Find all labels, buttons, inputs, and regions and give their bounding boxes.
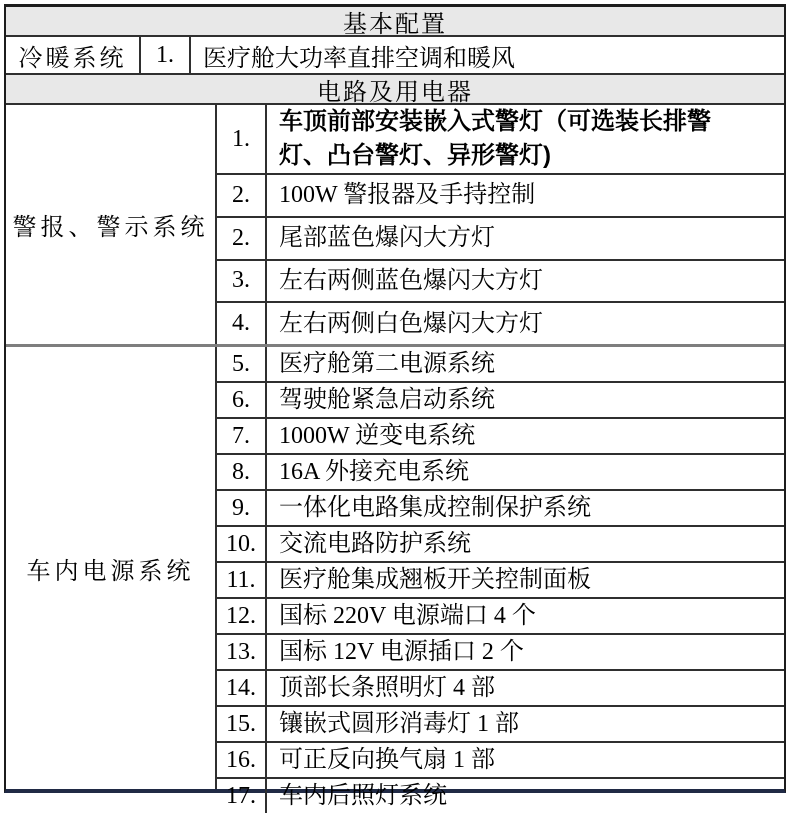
cell-item-description: 国标 220V 电源端口 4 个 — [279, 603, 536, 629]
table-header-electrical — [6, 75, 784, 105]
config-row — [217, 707, 784, 743]
section-interior-power — [6, 347, 784, 809]
cell-item-number: 8. — [217, 455, 267, 489]
table-header-basic-config — [6, 7, 784, 37]
section-alarm-warning — [6, 105, 784, 347]
config-row — [217, 218, 784, 261]
config-row — [217, 671, 784, 707]
config-row — [217, 105, 784, 175]
cell-item-number: 13. — [217, 635, 267, 669]
config-row — [217, 175, 784, 218]
config-row — [217, 303, 784, 344]
cell-item-description: 车顶前部安装嵌入式警灯（可选装长排警灯、凸台警灯、异形警灯) — [279, 108, 711, 169]
cell-item-description: 镶嵌式圆形消毒灯 1 部 — [279, 711, 519, 737]
cell-item-number: 2. — [217, 218, 267, 259]
power-rows — [217, 347, 784, 809]
config-row — [217, 347, 784, 383]
config-row — [217, 491, 784, 527]
section-label-alarm: 警报、警示系统 — [6, 105, 217, 344]
cell-item-number: 7. — [217, 419, 267, 453]
cell-item-description: 100W 警报器及手持控制 — [279, 182, 536, 209]
config-row — [217, 599, 784, 635]
cell-item-description: 可正反向换气扇 1 部 — [279, 747, 495, 773]
cell-item-description: 顶部长条照明灯 4 部 — [279, 675, 495, 701]
cell-item-number: 2. — [217, 175, 267, 216]
alarm-rows — [217, 105, 784, 344]
cell-item-description: 车内后照灯系统 — [279, 783, 447, 809]
cell-item-description: 左右两侧蓝色爆闪大方灯 — [279, 267, 543, 294]
cell-item-number: 4. — [217, 303, 267, 344]
cell-item-description: 16A 外接充电系统 — [279, 459, 470, 485]
cell-item-number: 15. — [217, 707, 267, 741]
cell-system-name: 冷暖系统 — [6, 37, 141, 73]
cell-item-description: 交流电路防护系统 — [279, 531, 471, 557]
cell-item-number: 17. — [217, 779, 267, 813]
cell-item-description: 1000W 逆变电系统 — [279, 423, 476, 449]
cell-item-number: 11. — [217, 563, 267, 597]
cell-item-number: 10. — [217, 527, 267, 561]
cell-item-description: 医疗舱第二电源系统 — [279, 351, 495, 377]
cell-item-number: 6. — [217, 383, 267, 417]
config-row — [217, 419, 784, 455]
config-table — [4, 4, 786, 809]
config-row — [217, 743, 784, 779]
header-electrical-label: 电路及用电器 — [317, 79, 473, 106]
cell-item-description: 医疗舱集成翘板开关控制面板 — [279, 567, 591, 593]
config-row — [217, 779, 784, 813]
cell-item-number: 14. — [217, 671, 267, 705]
config-row — [217, 527, 784, 563]
cell-item-number: 5. — [217, 347, 267, 381]
cell-item-description: 驾驶舱紧急启动系统 — [279, 387, 495, 413]
config-row — [217, 455, 784, 491]
config-row — [217, 261, 784, 304]
row-cooling-system — [6, 37, 784, 75]
section-label-power: 车内电源系统 — [6, 347, 217, 789]
cell-item-number: 16. — [217, 743, 267, 777]
config-row — [217, 563, 784, 599]
cell-item-description: 一体化电路集成控制保护系统 — [279, 495, 591, 521]
cell-item-number: 9. — [217, 491, 267, 525]
cell-item-number: 12. — [217, 599, 267, 633]
cell-item-number: 3. — [217, 261, 267, 302]
cell-item-description: 医疗舱大功率直排空调和暖风 — [203, 45, 515, 72]
cell-item-description: 国标 12V 电源插口 2 个 — [279, 639, 524, 665]
config-row — [217, 635, 784, 671]
config-row — [217, 383, 784, 419]
header-basic-config-label: 基本配置 — [343, 11, 447, 38]
cell-item-number: 1. — [141, 37, 191, 73]
cell-item-description: 尾部蓝色爆闪大方灯 — [279, 225, 495, 252]
cell-item-number: 1. — [217, 105, 267, 173]
cell-item-description: 左右两侧白色爆闪大方灯 — [279, 310, 543, 337]
